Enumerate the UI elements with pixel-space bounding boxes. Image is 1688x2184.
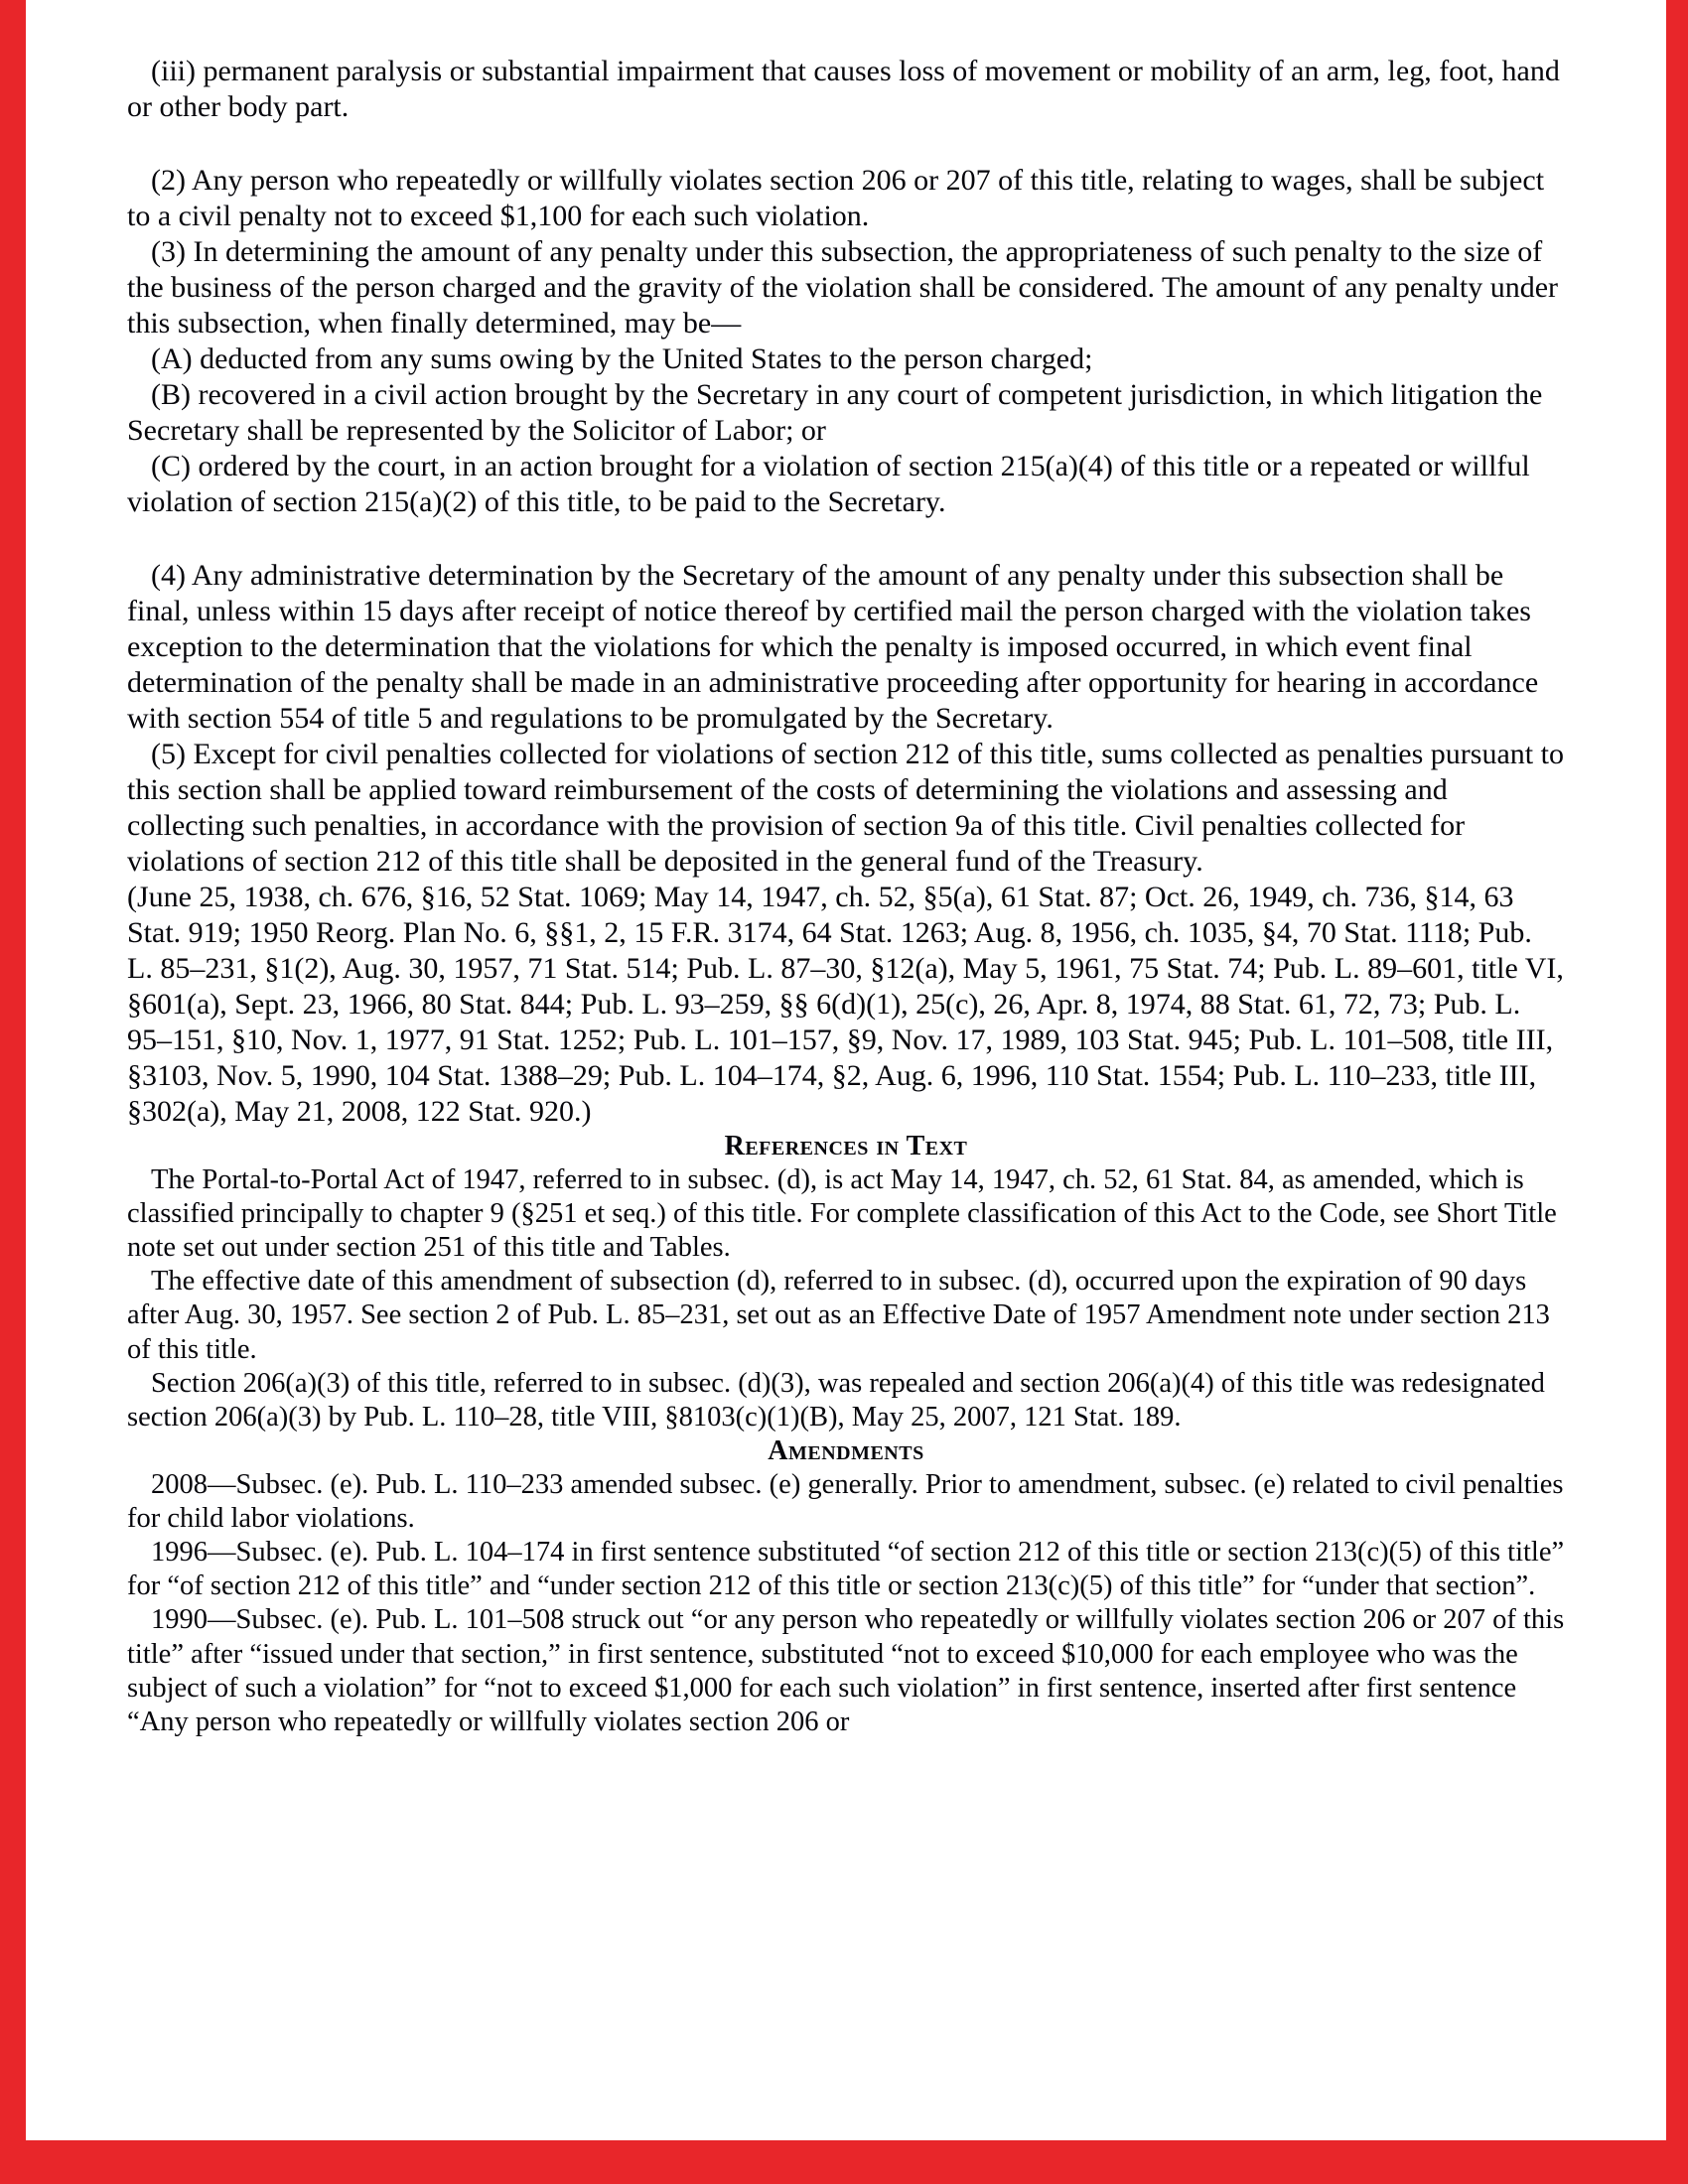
statute-paragraph-2: (2) Any person who repeatedly or willfully violates section 206 or 207 of this title, relating to wages, shall be subject to a civil penalty not to exceed $1,100 for each such violation.: [127, 164, 1545, 232]
statute-subparagraph-C: (C) ordered by the court, in an action brought for a violation of section 215(a)(4) of this title or a repeated or willful violation of section 215(a)(2) of this title, to be paid to the Secretary.: [127, 450, 1530, 518]
statute-subparagraph-A: (A) deducted from any sums owing by the United States to the person charged;: [151, 342, 1093, 375]
references-note-effective-date: The effective date of this amendment of subsection (d), referred to in subsec. (d), occurred upon the expiration of 90 days after Aug. 30, 1957. See section 2 of Pub. L. 85–231, set out as an Effective Date of 1957 Amendment note under section 213 of this title.: [127, 1266, 1550, 1365]
statute-subparagraph-iii: (iii) permanent paralysis or substantial impairment that causes loss of movement or mobility of an arm, leg, foot, hand or other body part.: [127, 55, 1560, 123]
references-note-section-206: Section 206(a)(3) of this title, referred to in subsec. (d)(3), was repealed and section 206(a)(4) of this title was redesignated section 206(a)(3) by Pub. L. 110–28, title VIII, §8103(c)(1)(B), May 25, 2007, 121 Stat. 189.: [127, 1367, 1545, 1433]
references-note-portal-to-portal: The Portal-to-Portal Act of 1947, referred to in subsec. (d), is act May 14, 1947, ch. 52, 61 Stat. 84, as amended, which is classified principally to chapter 9 (§251 et seq.) of this title. For complete classification of this Act to the Code, see Short Title note set out under section 251 of this title and Tables.: [127, 1163, 1557, 1263]
source-credit: (June 25, 1938, ch. 676, §16, 52 Stat. 1069; May 14, 1947, ch. 52, §5(a), 61 Stat. 87; Oct. 26, 1949, ch. 736, §14, 63 Stat. 919; 1950 Reorg. Plan No. 6, §§1, 2, 15 F.R. 3174, 64 Stat. 1263; Aug. 8, 1956, ch. 1035, §4, 70 Stat. 1118; Pub. L. 85–231, §1(2), Aug. 30, 1957, 71 Stat. 514; Pub. L. 87–30, §12(a), May 5, 1961, 75 Stat. 74; Pub. L. 89–601, title VI, §601(a), Sept. 23, 1966, 80 Stat. 844; Pub. L. 93–259, §§ 6(d)(1), 25(c), 26, Apr. 8, 1974, 88 Stat. 61, 72, 73; Pub. L. 95–151, §10, Nov. 1, 1977, 91 Stat. 1252; Pub. L. 101–157, §9, Nov. 17, 1989, 103 Stat. 945; Pub. L. 101–508, title III, §3103, Nov. 5, 1990, 104 Stat. 1388–29; Pub. L. 104–174, §2, Aug. 6, 1996, 110 Stat. 1554; Pub. L. 110–233, title III, §302(a), May 21, 2008, 122 Stat. 920.): [127, 881, 1564, 1128]
page-edge-right-bar: [1666, 0, 1688, 2184]
amendment-2008: 2008—Subsec. (e). Pub. L. 110–233 amended subsec. (e) generally. Prior to amendment, subsec. (e) related to civil penalties for child labor violations.: [127, 1468, 1564, 1534]
statute-paragraph-3: (3) In determining the amount of any penalty under this subsection, the appropriateness of such penalty to the size of the business of the person charged and the gravity of the violation shall be considered. The amount of any penalty under this subsection, when finally determined, may be—: [127, 235, 1558, 340]
statute-subparagraph-B: (B) recovered in a civil action brought by the Secretary in any court of competent jurisdiction, in which litigation the Secretary shall be represented by the Solicitor of Labor; or: [127, 378, 1543, 447]
text-column: [127, 54, 1565, 1739]
page-edge-bottom-bar: [0, 2140, 1688, 2184]
amendment-1990: 1990—Subsec. (e). Pub. L. 101–508 struck out “or any person who repeatedly or willfully violates section 206 or 207 of this title” after “issued under that section,” in first sentence, substituted “not to exceed $10,000 for each employee who was the subject of such a violation” for “not to exceed $1,000 for each such violation” in first sentence, inserted after first sentence “Any person who repeatedly or willfully violates section 206 or: [127, 1604, 1565, 1737]
statute-paragraph-5: (5) Except for civil penalties collected for violations of section 212 of this title, sums collected as penalties pursuant to this section shall be applied toward reimbursement of the costs of determining the violations and assessing and collecting such penalties, in accordance with the provision of section 9a of this title. Civil penalties collected for violations of section 212 of this title shall be deposited in the general fund of the Treasury.: [127, 738, 1564, 878]
amendments-heading: Amendments: [768, 1435, 924, 1467]
statute-paragraph-4: (4) Any administrative determination by the Secretary of the amount of any penalty under this subsection shall be final, unless within 15 days after receipt of notice thereof by certified mail the person charged with the violation takes exception to the determination that the violations for which the penalty is imposed occurred, in which event final determination of the penalty shall be made in an administrative proceeding after opportunity for hearing in accordance with section 554 of title 5 and regulations to be promulgated by the Secretary.: [127, 559, 1539, 735]
references-in-text-heading: References in Text: [724, 1131, 968, 1161]
page-edge-left-bar: [0, 0, 26, 2184]
amendment-1996: 1996—Subsec. (e). Pub. L. 104–174 in first sentence substituted “of section 212 of this title or section 213(c)(5) of this title” for “of section 212 of this title” and “under section 212 of this title or section 213(c)(5) of this title” for “under that section”.: [127, 1537, 1565, 1602]
